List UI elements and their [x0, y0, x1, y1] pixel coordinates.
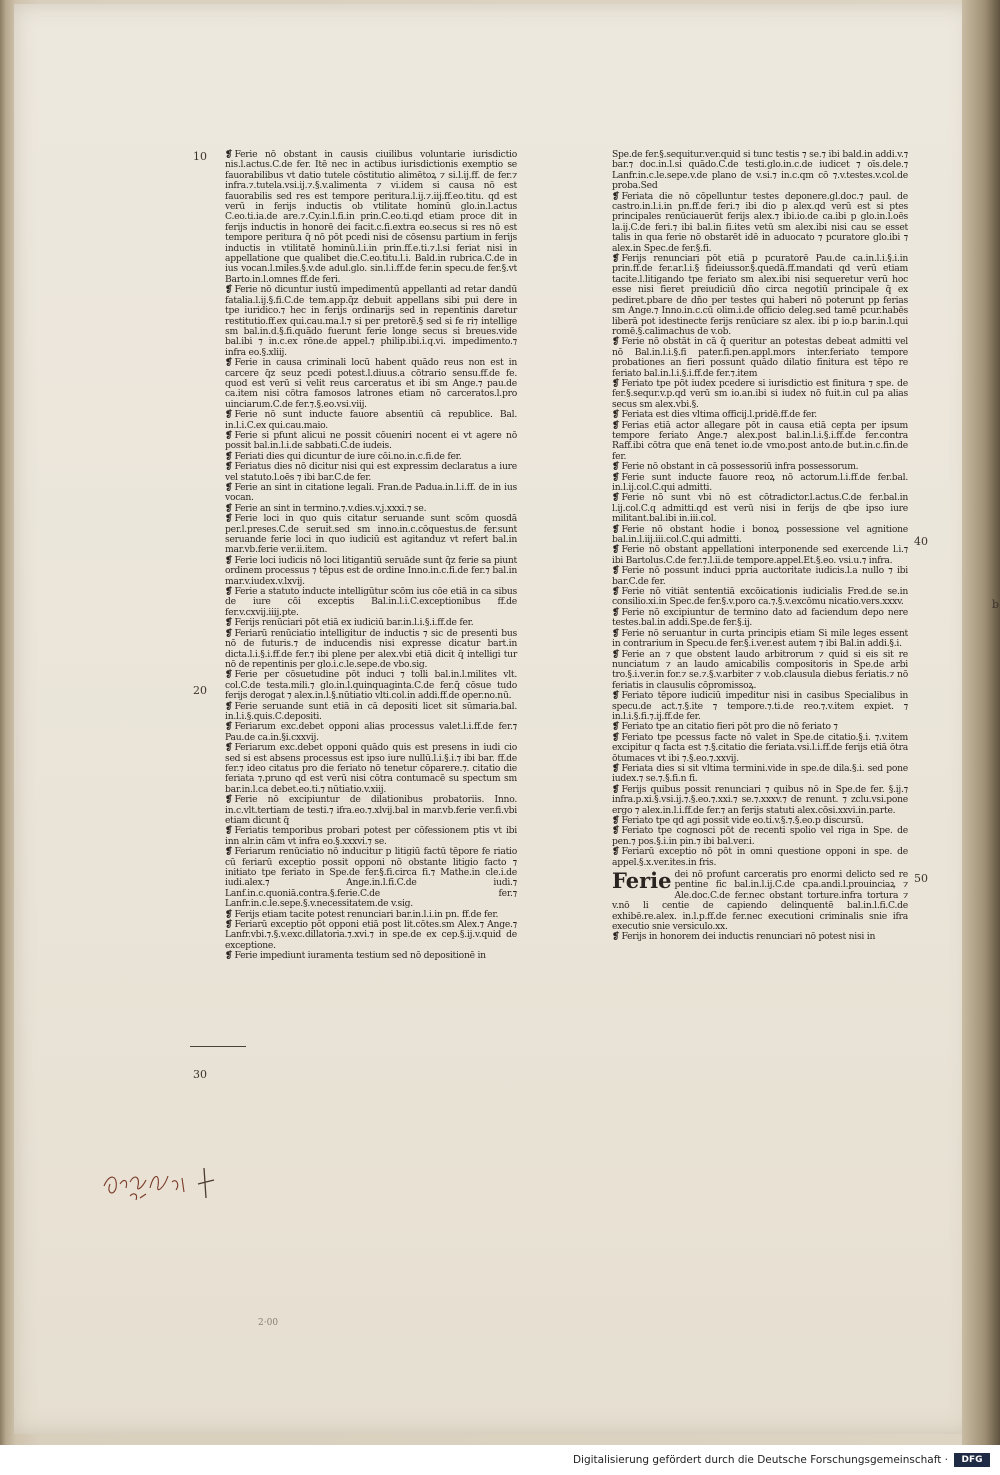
entry-text: Feriato tpe qd agi possit vide eo.ti.v.§.⁊.§.eo.p discursū. [621, 815, 864, 826]
entry-text: Feriati dies qui dicuntur de iure cōi.no.in.c.fi.de fer. [234, 450, 462, 462]
dfg-logo: DFG [954, 1453, 990, 1467]
entry-text: Ferijs in honorem dei inductis renunciari nō potest nisi in [621, 931, 876, 943]
pilcrow-icon: ❡ [225, 825, 233, 837]
entry-text: Ferie si pfunt alicui ne possit cōueniri nocent ei vt agere nō possit bal.in.l.i.de sabbati.C.de iudeis. [225, 429, 517, 452]
pilcrow-icon: ❡ [612, 931, 620, 943]
text-entry [612, 629, 908, 650]
pilcrow-icon: ❡ [612, 492, 620, 504]
text-entry [612, 785, 908, 816]
ferie-text: dei nō profunt carceratis pro enormi delicto sed re pentine fic bal.in.l.ij.C.de cpa.andi.l.prouinciaꝝ ⁊ Ale.doc.C.de fer.nec obstant torture.infra tortura ⁊ v.nō li centie de capiendo delinquentē bal.in.l.fi.C.de exhibē.re.alex. in.l.p.ff.de fer.nec executioni criminalis snie ifra executio snie versiculo.xx. [612, 869, 908, 933]
line-number-30: 30 [193, 1068, 207, 1081]
page-faint-mark: 2·00 [258, 1318, 279, 1328]
right-column [612, 150, 908, 943]
text-entry [612, 545, 908, 566]
pilcrow-icon: ❡ [225, 700, 233, 712]
pilcrow-icon: ❡ [612, 565, 620, 577]
entry-text: Ferie an sint in citatione legali. Fran.de Padua.in.l.i.ff. de in ius vocan. [225, 482, 517, 504]
text-entry [612, 192, 908, 254]
text-entry [225, 410, 517, 431]
pilcrow-icon: ❡ [225, 794, 233, 806]
pilcrow-icon: ❡ [612, 523, 620, 535]
pilcrow-icon: ❡ [612, 762, 620, 774]
pilcrow-icon: ❡ [612, 846, 620, 858]
entry-text: Ferie loci in quo quis citatur seruande sunt scōm quosdā per.l.preses.C.de seruit.sed sm inno.in.c.cōquestus.de fer.sunt seruande ferie loci in quo iudiciū est agitanduz vt refert bal.in mar.vb.ferie ver.ii.item. [225, 513, 517, 556]
entry-text: Ferie nō obstant appellationi interponende sed exercende l.i.⁊ ibi Bartolus.C.de fer.⁊.l.ii.de tempore.appel.Et.§.eo. vsi.u.⁊ infra. [612, 544, 908, 566]
entry-text: Feriato tpe cognosci pōt de recenti spolio vel riga in Spe. de pen.⁊ pos.§.i.in pin.⁊ ibi bal.ver.i. [612, 825, 908, 847]
pilcrow-icon: ❡ [225, 513, 233, 525]
entry-text: Ferie impediunt iuramenta testium sed nō depositionē in [234, 950, 486, 962]
entry-text: Feriarū exceptio pōt opponi etiā post lit.cōtes.sm Alex.⁊ Ange.⁊ Lanfr.vbi.⁊.§.v.exc.dillatoria.⁊.xvi.⁊ in spe.de ex cep.§.ij.v.quid de exceptione. [225, 919, 517, 951]
entry-text: Ferie sunt inducte fauore reoꝝ nō actorum.l.i.ff.de fer.bal. in.l.ij.col.C.qui admitti. [612, 471, 908, 493]
text-entry [225, 826, 517, 847]
pilcrow-icon: ❡ [225, 409, 233, 421]
ferie-entry [612, 870, 908, 932]
pilcrow-icon: ❡ [612, 409, 620, 421]
ferie-heading: Ferie [612, 868, 672, 894]
entry-text: Ferie nō sunt inducte fauore absentiū cā republice. Bal. in.l.i.C.ex qui.cau.maio. [225, 409, 517, 431]
digitization-footer [0, 1445, 1000, 1475]
text-entry [225, 514, 517, 556]
text-entry [612, 566, 908, 587]
entry-text: Ferie seruande sunt etiā in cā depositi licet sit sūmaria.bal. in.l.i.§.quis.C.depositi. [225, 700, 517, 722]
pilcrow-icon: ❡ [612, 544, 620, 556]
entry-text: Feriarū renūciatio intelligitur de inductis ⁊ sic de presenti bus nō de futuris.⁊ de inducendis nisi expresse dicatur bart.in dicta.l.i.§.i.ff.de fer.⁊ ibi plene per alex.vbi etiā dicit q̄ intelligi tur nō de repentinis per glo.i.c.le.sepe.de vbo.sig. [225, 627, 517, 670]
pilcrow-icon: ❡ [225, 908, 233, 920]
pilcrow-icon: ❡ [612, 461, 620, 473]
text-entry [225, 431, 517, 452]
text-entry [225, 847, 517, 909]
entry-text: Ferie in causa criminali locū habent quādo reus non est in carcere q̄z seuz pcedi potest.l.diuus.a cōtrario sensu.ff.de fe. quod est verū si velit reus carceratus et ibi sm Ange.⁊ pau.de ca.item nisi cōtra famosos latrones etiam nō carceratos.l.pro uinciarum.C.de fer.⁊.§.eo.vsi.viij. [225, 357, 517, 410]
book-gutter [962, 0, 1000, 1445]
line-number-50: 50 [914, 872, 928, 885]
gutter-mark: b [992, 598, 1000, 611]
entry-text: Feriato tēpore iudiciū impeditur nisi in casibus Specialibus in specu.de act.⁊.§.ite ⁊ tempore.⁊.ti.de reo.⁊.v.item expiet. ⁊ in.l.i.§.fi.⁊.ij.ff.de fer. [612, 690, 908, 722]
text-entry [225, 920, 517, 951]
pilcrow-icon: ❡ [225, 450, 233, 462]
text-entry [612, 847, 908, 868]
text-entry [612, 608, 908, 629]
text-entry [225, 702, 517, 723]
left-column [225, 150, 517, 962]
line-number-10: 10 [193, 150, 207, 163]
text-entry [612, 254, 908, 337]
text-entry [225, 150, 517, 285]
pilcrow-icon: ❡ [225, 950, 233, 962]
pilcrow-icon: ❡ [225, 586, 233, 598]
pilcrow-icon: ❡ [612, 419, 620, 431]
entry-text: Feriato tpe pcessus facte nō valet in Spe.de citatio.§.i. ⁊.v.item excipitur q facta est ⁊.§.citatio die feriata.vsi.l.i.ff.de ferijs etiā ōtra ōtumaces vt ibi ⁊.§.eo.⁊.xxvij. [612, 731, 908, 764]
entry-text: Ferie nō sunt vbi nō est cōtradictor.l.actus.C.de fer.bal.in l.ij.col.C.q admitti.qd est verū nisi in ferijs de qbe ipso iure militant.bal.ibi in.iii.col. [612, 492, 908, 525]
entry-text: Ferie loci iudicis nō loci litigantiū seruāde sunt q̄z ferie sa piunt ordinem processus ⁊ tēpus est de ordine Inno.in.c.fi.de fer.⁊ bal.in mar.v.iudex.v.lxvij. [225, 554, 517, 587]
footer-credit: Digitalisierung gefördert durch die Deutsche Forschungsgemeinschaft · [572, 1454, 948, 1466]
line-number-20: 20 [193, 684, 207, 697]
margin-rule [190, 1046, 246, 1047]
text-entry [225, 670, 517, 701]
text-entry [612, 421, 908, 463]
pilcrow-icon: ❡ [612, 606, 620, 618]
text-entry [612, 525, 908, 546]
pilcrow-icon: ❡ [225, 617, 233, 629]
pilcrow-icon: ❡ [225, 429, 233, 441]
text-entry [225, 629, 517, 671]
pilcrow-icon: ❡ [225, 627, 233, 639]
entry-text: Ferie nō vitiāt sententiā excōicationis iudicialis Fred.de se.in consilio.xi.in Spec.de fer.§.v.poro ca.⁊.§.v.excōmu nicatio.vers.xxxv. [612, 586, 908, 608]
pilcrow-icon: ❡ [612, 377, 620, 389]
text-entry [225, 285, 517, 358]
pilcrow-icon: ❡ [225, 502, 233, 514]
text-entry [225, 587, 517, 618]
pilcrow-icon: ❡ [225, 149, 233, 160]
pilcrow-icon: ❡ [612, 253, 620, 265]
entry-text: Ferie nō excipiuntur de dilationibus probatoriis. Inno. in.c.vlt.tertiam de testi.⁊ ifra.eo.⁊.xlvij.bal in mar.vb.ferie ver.fi.vbi etiam dicunt q̄ [225, 794, 517, 826]
pilcrow-icon: ❡ [612, 648, 620, 660]
entry-text: Feriata dies si sit vltima termini.vide in spe.de dila.§.i. sed pone iudex.⁊ se.⁊.§.fi.n fi. [612, 762, 908, 785]
text-entry [612, 587, 908, 608]
pilcrow-icon: ❡ [612, 783, 620, 795]
text-entry [612, 473, 908, 494]
entry-text: Ferijs renūciari pōt etiā ex iudiciū bar.in.l.i.§.i.ff.de fer. [234, 617, 474, 629]
entry-text: Ferijs quibus possit renunciari ⁊ quibus nō in Spe.de fer. §.ij.⁊ infra.p.xi.§.vsi.ij.⁊.§.eo.⁊.xxi.⁊ se.⁊.xxxv.⁊ de renunt. ⁊ zclu.vsi.pone ergo ⁊ alex.in.l.i.ff.de fer.⁊ an ferijs statuti alex.cōsi.xxvi.in.parte. [612, 783, 908, 816]
pilcrow-icon: ❡ [225, 482, 233, 493]
entry-text: Ferie an ⁊ que obstent laudo arbitrorum ⁊ quid si eis sit re nunciatum ⁊ an laudo amicabilis compositoris in Spe.de arbi tro.§.i.ver.in for.⁊ se.⁊.§.v.arbiter ⁊ v.ob.clausula diebus feriatis.⁊ nō feriatis in clausulis cōpromissoꝝ. [612, 648, 908, 691]
text-entry [225, 358, 517, 410]
text-entry-continued: Spe.de fer.§.sequitur.ver.quid si tunc testis ⁊ se.⁊ ibi bald.in addi.v.⁊ bar.⁊ doc.in.l.si quādo.C.de testi.glo.in.c.de iudicet ⁊ oīs.dele.⁊ Lanfr.in.c.le.sepe.v.de plano de v.si.⁊ in.c.qm cō ⁊.v.testes.v.col.de proba.Sed [612, 149, 908, 192]
entry-text: Feriarū exceptio nō pōt in omni questione opponi in spe. de appel.§.x.ver.ites.in fris. [612, 846, 908, 868]
pilcrow-icon: ❡ [612, 627, 620, 639]
pilcrow-icon: ❡ [225, 846, 233, 858]
entry-text: Ferijs renunciari pōt etiā p pcuratorē Pau.de ca.in.l.i.§.i.in prin.ff.de fer.ar.l.i.§ fideiussor.§.quedā.ff.mandati qd verū etiam tacite.l.litigando tpe feriato sm alex.ibi nisi sequeretur verū hoc esse nisi fieret preiudiciū dn̄o circa negotiū principale q̄ ex pediret.pbare de dn̄o per testes qui haberi nō poterunt pp ferias sm Ange.⁊ Inno.in.c.cū olim.i.de officio deleg.sed tamē pcur.habēs liberā pot idestinecte ferijs renūciare sz alex. ibi p io.p bar.in.l.qui romē.§.calimachus de v.ob. [612, 253, 908, 337]
text-entry [612, 733, 908, 764]
text-entry [612, 493, 908, 524]
text-entry [612, 650, 908, 692]
entry-text: Ferie nō obstant in cā possessoriū infra possessorum. [621, 461, 859, 473]
pilcrow-icon: ❡ [225, 742, 233, 754]
pilcrow-icon: ❡ [612, 731, 620, 743]
entry-text: Feriatis temporibus probari potest per cōfessionem ptis vt ibi inn alr.in cām vt infra eo.§.xxxvi.⁊ se. [225, 825, 517, 847]
pilcrow-icon: ❡ [225, 284, 233, 296]
pilcrow-icon: ❡ [612, 471, 620, 483]
text-entry [612, 826, 908, 847]
text-entry [225, 722, 517, 743]
text-entry [612, 337, 908, 379]
text-entry [612, 691, 908, 722]
pilcrow-icon: ❡ [612, 190, 620, 202]
entry-text: Ferie nō excipiuntur de termino dato ad faciendum depo nere testes.bal.in addi.Spe.de fer.§.ij. [612, 606, 908, 629]
text-entry [225, 483, 517, 504]
entry-text: Feriata est dies vltima officij.l.pridē.ff.de fer. [621, 409, 817, 421]
pilcrow-icon: ❡ [225, 919, 233, 931]
entry-text: Feriato tpe an citatio fieri pōt pro die nō feriato ⁊ [621, 721, 838, 733]
text-entry [225, 743, 517, 795]
entry-text: Feriato tpe pōt iudex pcedere si iurisdictio est finitura ⁊ spe. de fer.§.sequr.v.p.qd verū sm io.an.ibi si iudex nō fuit.in cul pa alias secus sm alex.vbi.§. [612, 377, 908, 410]
entry-text: Ferie nō obstant hodie i bonoꝝ possessione vel agnitione bal.in.l.iij.iii.col.C.qui admitti. [612, 523, 908, 546]
entry-text: Ferie nō obstant in causis ciuilibus voluntarie iurisdictio nis.l.actus.C.de fer. Itē nec in actibus iurisdictionis exemptio se fauorabilibus vt datio tutele cōstitutio alimētoꝝ ⁊ si.l.ij.ff. de fer.⁊ infra.⁊.tutela.vsi.ij.⁊.§.v.alimenta ⁊ vi.idem si causa nō est fauorabilis sed res est tempore peritura.l.ij.⁊.iij.ff.eo.titu. qd est verū in ferijs inductis ob vtilitate hominū glo.in.l.actus C.eo.ti.ia.de are.⁊.Cy.in.l.fi.in prin.C.eo.ti.qd etiam proce dit in ferijs inductis in honorē dei facit.c.fi.extra eo.secus si res nō est tempore peritura q̄ nō pōt pcedi nisi de cōsensu partium in ferijs inductis in vtilitatē hominū.l.i.in prin.ff.e.ti.⁊.l.si feriat nisi in appellatione que qualibet die.C.eo.titu.l.i. Bald.in rubrica.C.de in ius vocan.l.miles.§.v.de adul.glo. sin.l.i.ff.de fer.in specu.de fer.§.vt Barto.in.l.omnes ff.de feri. [225, 149, 517, 285]
text-entry [225, 951, 517, 961]
entry-text: Feriarum renūciatio nō inducitur p litigiū factū tēpore fe riatio cū feriarū exceptio possit opponi nō obstante litigio facto ⁊ initiato tpe feriato in Spe.de fer.§.fi.circa fi.⁊ Mathe.in cle.i.de iudi.alex.⁊ Ange.in.l.fi.C.de iudi.⁊ Lanf.in.c.quoniā.contra.§.ferie.C.de fer.⁊ Lanfr.in.c.le.sepe.§.v.necessitatem.de v.sig. [225, 846, 517, 910]
text-entry [225, 795, 517, 826]
entry-text: Ferie nō possunt induci ppria auctoritate iudicis.l.a nullo ⁊ ibi bar.C.de fer. [612, 565, 908, 587]
entry-text: Ferias etiā actor allegare pōt in causa etiā cepta per ipsum tempore feriato Ange.⁊ alex.post bal.in.l.i.§.i.ff.de fer.contra Raff.ibi cōtra que enā tenet io.de vmo.post anto.de but.in.c.fin.de fer. [612, 419, 908, 462]
entry-text: Feriarum exc.debet opponi quādo quis est presens in iudi cio sed si est absens processus est ipso iure nullū.l.i.§.i.⁊ ibi bar. ff.de fer.⁊ ideo citatus pro die feriato nō tenetur cōparere.⁊. citatio die feriata ⁊.pruno qd est verū nisi cōtra contumacē su spectum sm bar.in.l.ca debet.eo.ti.⁊ nūtiatio.v.xiij. [225, 742, 517, 795]
entry-text: Feriarum exc.debet opponi alias processus valet.l.i.ff.de fer.⁊ Pau.de ca.in.§i.cxxvij. [225, 721, 517, 743]
entry-text: Ferie nō obstāt in cā q̄ queritur an potestas debeat admitti vel nō Bal.in.l.i.§.fi pater.fi.pen.appl.mors inter.feriato tempore probationes an fieri possunt quādo dilatio finitura est tēpo re feriato bal.in.l.i.§.i.ff.de fer.⁊.item [612, 336, 908, 379]
pilcrow-icon: ❡ [225, 669, 233, 681]
pilcrow-icon: ❡ [612, 336, 620, 348]
entry-text: Ferie per cōsuetudine pōt induci ⁊ tolli bal.in.l.milites vlt. col.C.de testa.mili.⁊ glo.in.l.quinquaginta.C.de fer.q̄ cōsue tudo ferijs derogat ⁊ alex.in.l.§.nūtiatio vlti.col.in addi.ff.de oper.no.nū. [225, 669, 517, 702]
pilcrow-icon: ❡ [612, 815, 620, 826]
pilcrow-icon: ❡ [612, 721, 620, 733]
entry-text: Ferie a statuto inducte intelligūtur scōm ius cōe etiā in ca sibus de iure cōi exceptis Bal.in.l.i.C.exceptionibus ff.de fer.v.cxvij.iiij.pte. [225, 586, 517, 618]
entry-text: Ferie an sint in termino.⁊.v.dies.v.j.xxxi.⁊ se. [234, 502, 427, 514]
pilcrow-icon: ❡ [612, 586, 620, 598]
entry-text: Feriatus dies nō dicitur nisi qui est expressim declaratus a iure vel statuto.l.oēs ⁊ ibi bar.C.de fer. [225, 461, 517, 483]
text-entry [612, 932, 908, 942]
pilcrow-icon: ❡ [612, 690, 620, 702]
entry-text: Feriata die nō cōpelluntur testes deponere.gl.doc.⁊ paul. de castro.in.l.i.in pn.ff.de feri.⁊ ibi dio p alex.qd verū est si ptes principales renūciauerūt ferijs alex.⁊ ibi.io.de ca.ibi p glo.in.l.oēs la.ij.C.de feri.⁊ ibi bal.in fi.ites vetū sm alex.ibi nisi cau se esset talis in qua ferie nō obstarēt idē in aduocato ⁊ pcuratore glo.ibi ⁊ alex.in Spec.de fer.§.fi. [612, 190, 908, 254]
pilcrow-icon: ❡ [612, 825, 620, 837]
text-entry [612, 764, 908, 785]
entry-text: Ferie nō dicuntur iustū impedimentū appellanti ad retar dandū fatalia.l.ij.§.fi.C.de tem.app.q̄z debuit appellans sibi pui dere in tpe iuridico.⁊ hec in ferijs ordinarijs sed in repentinis daretur restitutio.ff.ex qui.cau.ma.l.⁊ si per pretorē.§ sed si fe ri⁊ intellige sm bal.in.d.§.fi.quādo fuerunt ferie longe secus si breues.vide bal.ibi ⁊ in.c.ex rōne.de appel.⁊ philip.ibi.i.q.vi. impedimento.⁊ infra eo.§.xliij. [225, 284, 517, 358]
text-entry [225, 556, 517, 587]
line-number-40: 40 [914, 535, 928, 548]
pilcrow-icon: ❡ [225, 461, 233, 473]
entry-text: Ferie nō seruantur in curta principis etiam Si mile leges essent in contrarium in Specu.de fer.§.i.ver.est autem ⁊ ibi Bal.in addi.§.i. [612, 627, 908, 650]
pilcrow-icon: ❡ [225, 721, 233, 733]
text-entry [225, 462, 517, 483]
pilcrow-icon: ❡ [225, 554, 233, 566]
handwritten-annotation-icon [100, 1158, 230, 1206]
text-entry [612, 379, 908, 410]
entry-text: Ferijs etiam tacite potest renunciari bar.in.l.i.in pn. ff.de fer. [234, 908, 499, 920]
pilcrow-icon: ❡ [225, 357, 233, 369]
